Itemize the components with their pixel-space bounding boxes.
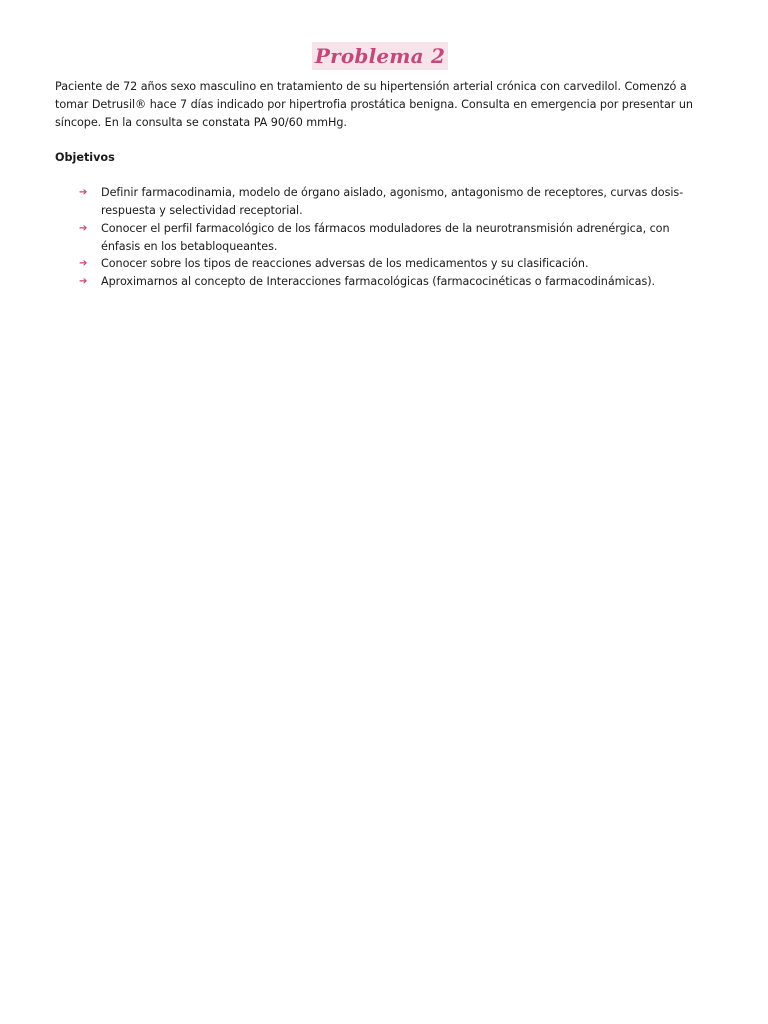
objective-text: Aproximarnos al concepto de Interacciones farmacológicas (farmacocinéticas o farmacodinámicas). <box>101 275 656 289</box>
document-page <box>55 42 705 291</box>
title-container <box>55 42 705 70</box>
arrow-right-icon: ➔ <box>79 222 88 234</box>
list-item <box>79 273 705 291</box>
list-item <box>79 220 705 256</box>
arrow-right-icon: ➔ <box>79 258 88 270</box>
objective-text: Conocer sobre los tipos de reacciones adversas de los medicamentos y su clasificación. <box>101 257 589 271</box>
case-description: Paciente de 72 años sexo masculino en tratamiento de su hipertensión arterial crónica con carvedilol. Comenzó a tomar Detrusil® hace 7 días indicado por hipertrofia prostática benigna. Consulta en emergencia por presentar un síncope. En la consulta se constata PA 90/60 mmHg. <box>55 80 693 129</box>
arrow-right-icon: ➔ <box>79 187 88 199</box>
objective-text: Definir farmacodinamia, modelo de órgano aislado, agonismo, antagonismo de receptores, curvas dosis-respuesta y selectividad receptorial. <box>101 186 684 217</box>
page-title: Problema 2 <box>312 42 448 70</box>
list-item <box>79 255 705 273</box>
objectives-heading: Objetivos <box>55 151 115 165</box>
arrow-right-icon: ➔ <box>79 276 88 288</box>
objective-text: Conocer el perfil farmacológico de los fármacos moduladores de la neurotransmisión adrenérgica, con énfasis en los betabloqueantes. <box>101 221 670 253</box>
list-item <box>79 184 705 220</box>
objectives-list <box>55 184 705 291</box>
